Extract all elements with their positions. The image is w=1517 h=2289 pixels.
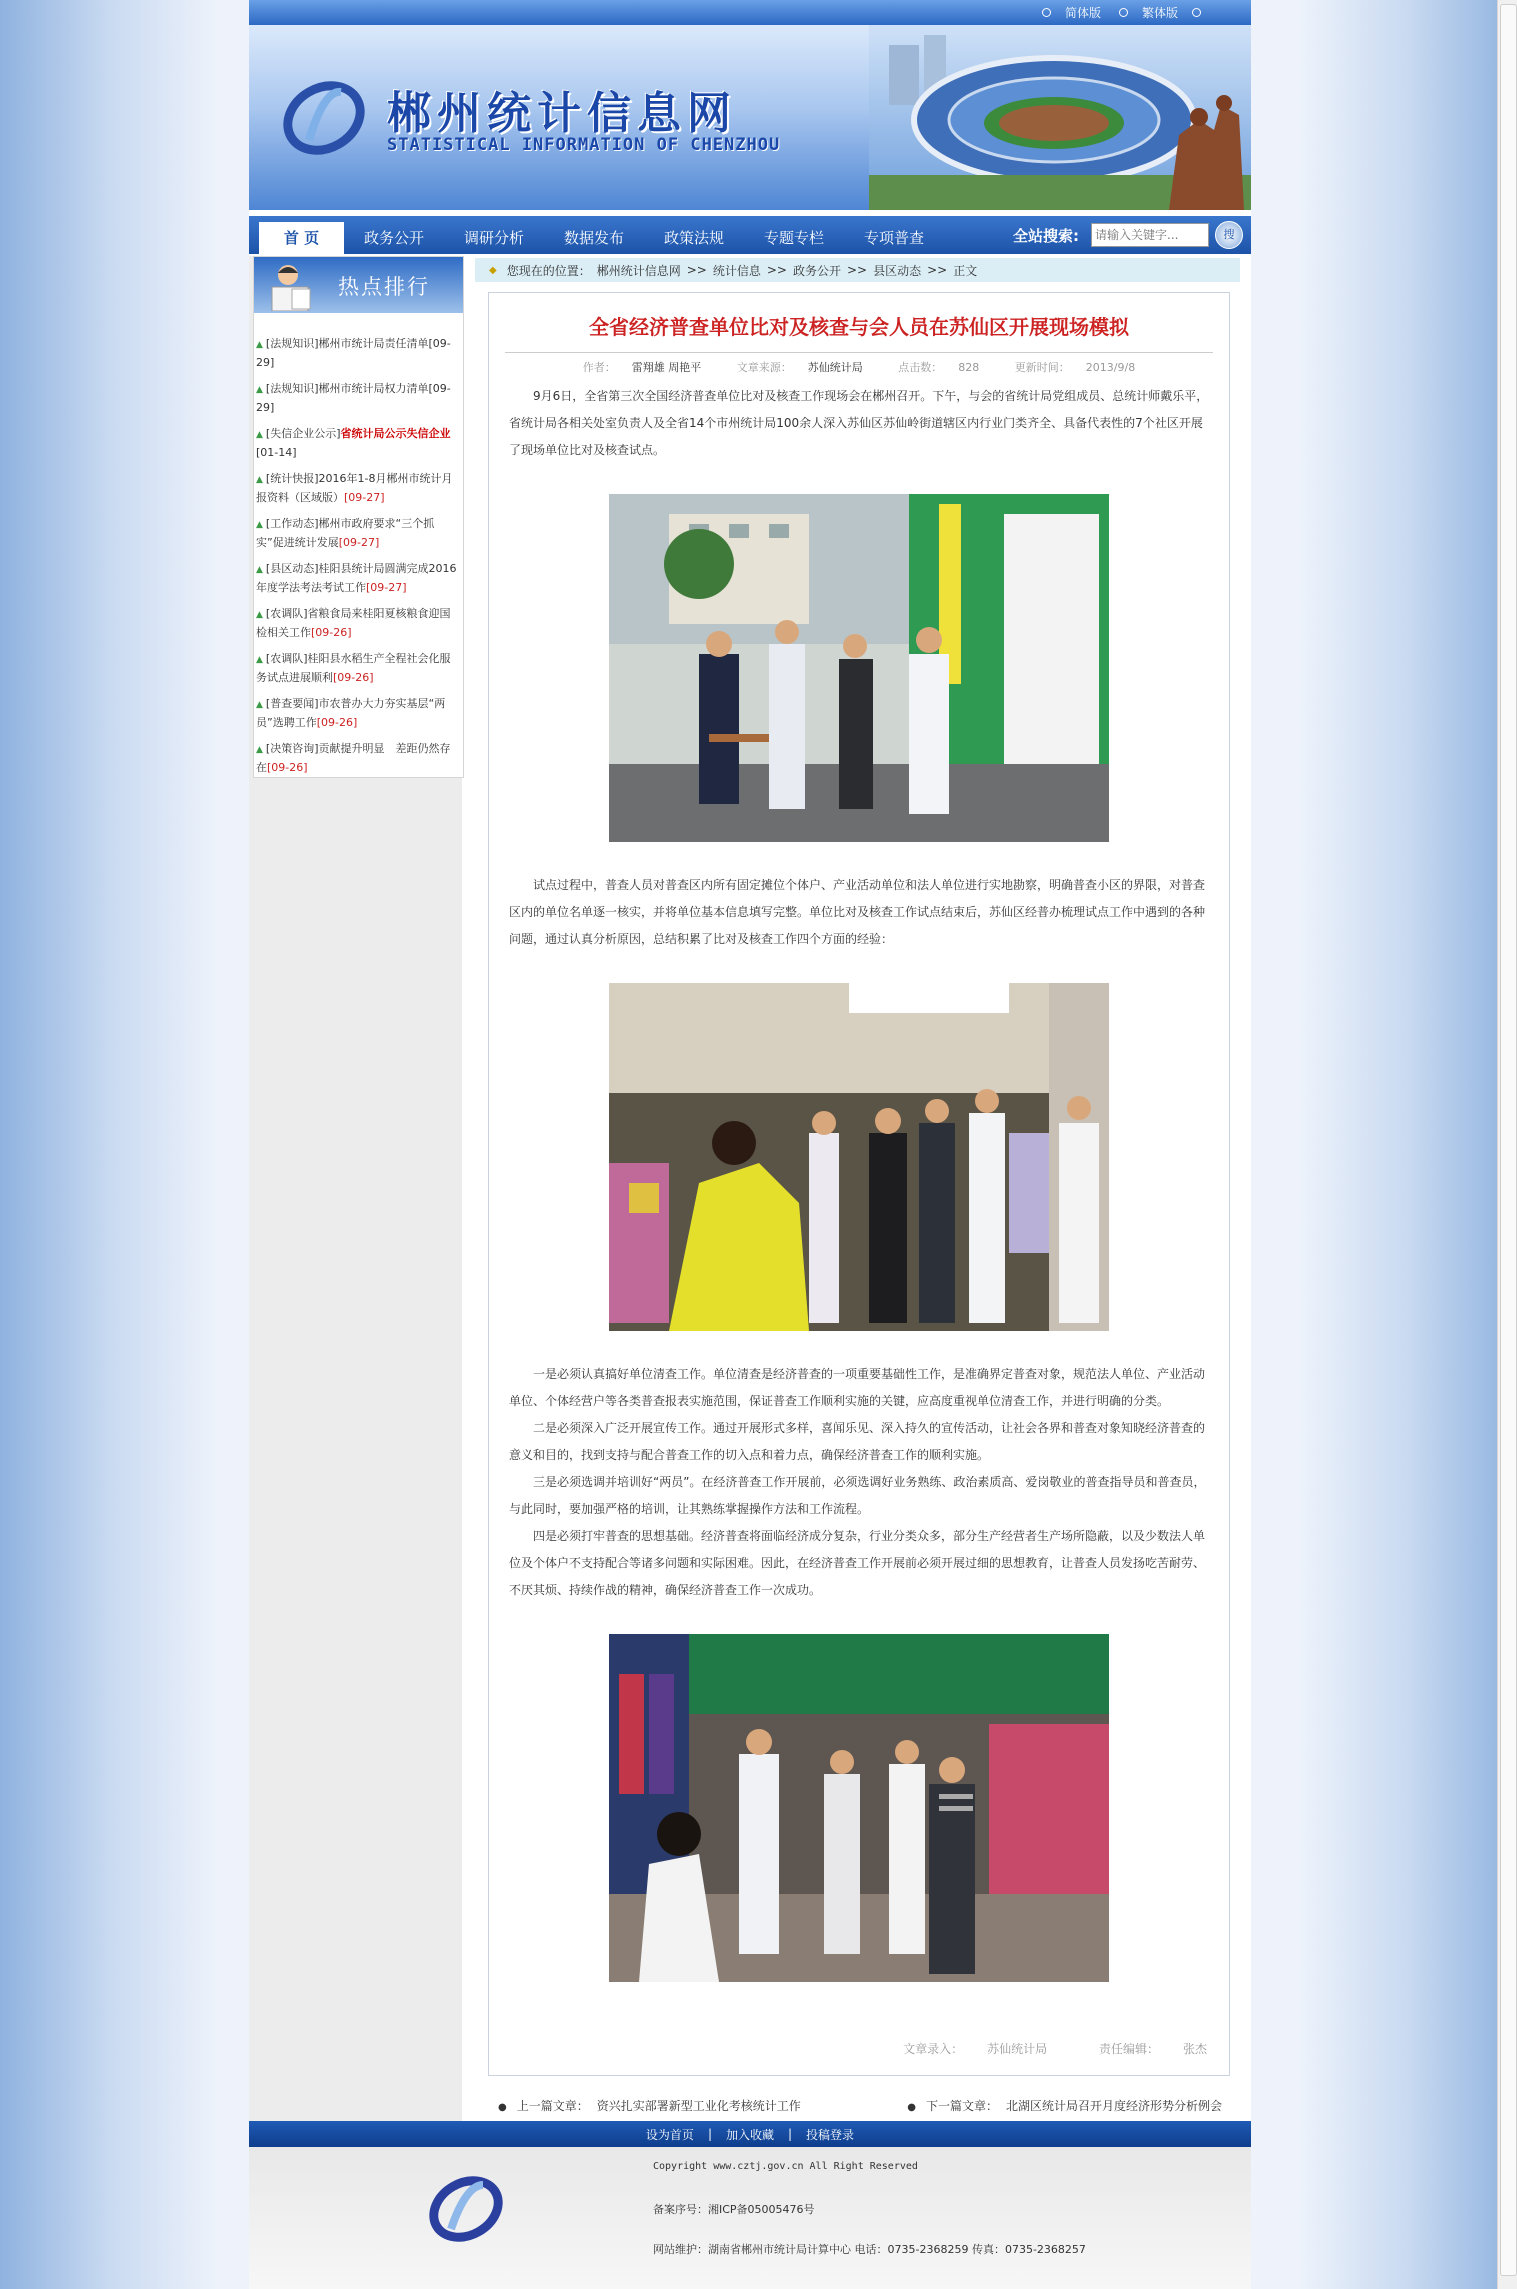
triangle-bullet-icon: ▲ [256,520,263,530]
list-item[interactable]: ▲ [普查要闻]市农普办大力夯实基层“两员”选聘工作[09-26] [256,697,446,729]
add-favorite-link[interactable]: 加入收藏 [725,2127,774,2142]
breadcrumb-item-government[interactable]: 政务公开 [792,263,841,278]
footer-logo-icon [421,2167,511,2247]
triangle-bullet-icon: ▲ [256,385,263,395]
nav-data-release[interactable]: 数据发布 [563,229,624,247]
list-item[interactable]: ▲ [法规知识]郴州市统计局责任清单[09-29] [256,337,451,369]
footer-info [653,2161,1086,2281]
photo-clothing-shop [609,1634,1109,1982]
nav-special-census[interactable]: 专项普查 [863,229,924,247]
list-item[interactable]: ▲ [统计快报]2016年1-8月郴州市统计月报资料（区域版）[09-27] [256,472,453,504]
site-logo-icon[interactable] [279,70,369,160]
prev-next-links [488,2094,1228,2116]
article-author: 雷翔雄 周艳平 [631,361,702,374]
article-updated: 2013/9/8 [1085,361,1136,374]
nav-home[interactable]: 首 页 [259,222,344,254]
bullet-icon [1119,8,1128,17]
bullet-icon: ● [498,2101,507,2113]
breadcrumb-item-county-news[interactable]: 县区动态 [873,263,922,278]
triangle-bullet-icon: ▲ [256,565,263,575]
stadium-image [869,25,1251,210]
article-entry: 苏仙统计局 [987,2042,1048,2056]
title-divider [505,352,1213,353]
article [488,292,1230,2076]
bullet-icon [1042,8,1051,17]
bullet-icon [1192,8,1201,17]
vertical-scrollbar[interactable] [1497,0,1517,2289]
hot-ranking-box [253,256,464,778]
nav-special-topics[interactable]: 专题专栏 [763,229,824,247]
left-sidebar [249,256,462,2126]
triangle-bullet-icon: ▲ [256,475,263,485]
submit-login-link[interactable]: 投稿登录 [806,2127,855,2142]
nav-policies[interactable]: 政策法规 [663,229,724,247]
triangle-bullet-icon: ▲ [256,655,263,665]
hot-ranking-header [254,257,463,313]
footer [249,2147,1251,2289]
article-title: 全省经济普查单位比对及核查与会人员在苏仙区开展现场模拟 [589,315,1129,339]
copyright: Copyright www.cztj.gov.cn All Right Reserved [653,2161,918,2172]
paragraph: 三是必须选调并培训好“两员”。在经济普查工作开展前，必须选调好业务熟练、政治素质高、爱岗敬业的普查指导员和普查员，与此同时，要加强严格的培训，让其熟练掌握操作方法和工作流程。 [509,1475,1206,1516]
reader-avatar-icon [264,259,316,311]
top-bar [249,0,1251,25]
triangle-bullet-icon: ▲ [256,610,263,620]
list-item[interactable]: ▲ [工作动态]郴州市政府要求“三个抓实”促进统计发展[09-27] [256,517,435,549]
list-item[interactable]: ▲ [农调队]桂阳县水稻生产全程社会化服务试点进展顺利[09-26] [256,652,451,684]
breadcrumb-item-stats-info[interactable]: 统计信息 [712,263,761,278]
site-search [1013,221,1243,249]
article-body [489,383,1229,1982]
language-links [1042,0,1201,25]
nav-government-affairs[interactable]: 政务公开 [363,229,424,247]
list-item[interactable]: ▲ [决策咨询]贡献提升明显 差距仍然存在[09-26] [256,742,451,774]
next-article[interactable]: ● 下一篇文章： 北湖区统计局召开月度经济形势分析例会 [907,2098,1222,2113]
paragraph: 四是必须打牢普查的思想基础。经济普查将面临经济成分复杂，行业分类众多，部分生产经营者生产场所隐蔽，以及少数法人单位及个体户不支持配合等诸多问题和实际困难。因此，在经济普查工作开展前必须开展过细的思想教育，让普查人员发扬吃苦耐劳、不厌其烦、持续作战的精神，确保经济普查工作一次成功。 [509,1529,1206,1597]
site-banner [249,25,1251,210]
triangle-bullet-icon: ▲ [256,430,263,440]
article-meta: 作者： 雷翔雄 周艳平 文章来源： 苏仙统计局 点击数： 828 更新时间： 2013/9/8 [582,361,1136,374]
main-nav [249,216,1251,254]
search-input[interactable] [1091,223,1209,247]
site-title: 郴州统计信息网 [387,88,737,139]
simplified-link[interactable]: 简体版 [1042,4,1101,21]
list-item[interactable]: ▲ [农调队]省粮食局来桂阳夏核粮食迎国检相关工作[09-26] [256,607,451,639]
article-editor: 张杰 [1182,2042,1207,2056]
search-button[interactable]: 搜 [1215,221,1243,249]
scrollbar-thumb[interactable] [1500,4,1517,2276]
set-homepage-link[interactable]: 设为首页 [645,2127,694,2142]
page [249,0,1251,2289]
arrow-icon: ◆ [489,264,497,276]
breadcrumb-prefix: 您现在的位置： [506,263,591,278]
site-subtitle: STATISTICAL INFORMATION OF CHENZHOU [387,135,781,155]
photo-inside-market [609,983,1109,1331]
paragraph: 二是必须深入广泛开展宣传工作。通过开展形式多样，喜闻乐见、深入持久的宣传活动，让社会各界和普查对象知晓经济普查的意义和目的，找到支持与配合普查工作的切入点和着力点，确保经济普查工作的顺利实施。 [509,1421,1206,1462]
article-source: 苏仙统计局 [807,361,863,374]
traditional-link[interactable]: 繁体版 [1119,4,1201,21]
list-item[interactable]: ▲ [县区动态]桂阳县统计局圆满完成2016年度学法考法考试工作[09-27] [256,562,457,594]
icp-number: 备案序号：湘ICP备05005476号 [653,2203,815,2216]
article-clicks: 828 [958,361,980,374]
article-footer: 文章录入： 苏仙统计局 责任编辑： 张杰 [903,2042,1207,2056]
breadcrumb-item-home[interactable]: 郴州统计信息网 [596,263,681,278]
footer-links: 设为首页 | 加入收藏 | 投稿登录 [249,2121,1251,2147]
prev-article[interactable]: ● 上一篇文章： 资兴扎实部署新型工业化考核统计工作 [498,2098,801,2113]
search-label: 全站搜索: [1013,226,1079,245]
triangle-bullet-icon: ▲ [256,745,263,755]
hot-ranking-list [254,335,463,777]
breadcrumb: ◆ 您现在的位置： 郴州统计信息网 >> 统计信息 >> 政务公开 >> 县区动态 >> 正文 [475,258,1240,282]
maintainer-info: 网站维护：湖南省郴州市统计局计算中心 电话：0735-2368259 传真：0735-2368257 [653,2243,1086,2256]
paragraph: 一是必须认真搞好单位清查工作。单位清查是经济普查的一项重要基础性工作，是准确界定普查对象，规范法人单位、产业活动单位、个体经营户等各类普查报表实施范围，保证普查工作顺利实施的关键，应高度重视单位清查工作，并进行明确的分类。 [509,1367,1206,1408]
hot-ranking-title: 热点排行 [338,275,430,299]
paragraph: 9月6日，全省第三次全国经济普查单位比对及核查工作现场会在郴州召开。下午，与会的省统计局党组成员、总统计师戴乐平，省统计局各相关处室负责人及全省14个市州统计局100余人深入苏仙区苏仙岭街道辖区内行业门类齐全、具备代表性的7个社区开展了现场单位比对及核查试点。 [509,389,1209,457]
triangle-bullet-icon: ▲ [256,700,263,710]
triangle-bullet-icon: ▲ [256,340,263,350]
list-item[interactable]: ▲ [失信企业公示]省统计局公示失信企业[01-14] [256,427,451,459]
bullet-icon: ● [907,2101,916,2113]
list-item[interactable]: ▲ [法规知识]郴州市统计局权力清单[09-29] [256,382,451,414]
nav-research-analysis[interactable]: 调研分析 [463,229,524,247]
photo-market-entrance [609,494,1109,842]
paragraph: 试点过程中，普查人员对普查区内所有固定摊位个体户、产业活动单位和法人单位进行实地勘察，明确普查小区的界限，对普查区内的单位名单逐一核实，并将单位基本信息填写完整。单位比对及核查工作试点结束后，苏仙区经普办梳理试点工作中遇到的各种问题，通过认真分析原因，总结积累了比对及核查工作四个方面的经验： [509,878,1206,946]
breadcrumb-item-current: 正文 [953,263,978,278]
